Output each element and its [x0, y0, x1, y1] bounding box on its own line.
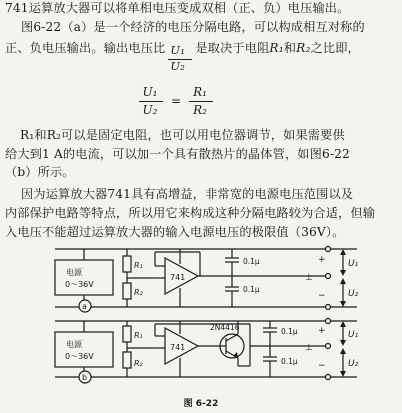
- line-text: 和: [283, 41, 297, 55]
- resistor-r2-label: R₂: [134, 288, 143, 297]
- resistor-r1-label: R₁: [134, 331, 143, 340]
- eq-num-u1: U₁: [142, 85, 158, 99]
- resistor-r2-label: R₂: [134, 359, 143, 368]
- opamp-label: 741: [170, 343, 186, 352]
- eq-den-r2: R₂: [193, 103, 207, 117]
- source-voltage-b: 0～36V: [65, 352, 94, 361]
- line-text: 是取决于电阻: [195, 41, 270, 55]
- paragraph-line: 741运算放大器可以将单相电压变成双相（正、负）电压输出。: [5, 1, 350, 15]
- capacitor-label: 0.1μ: [281, 357, 298, 366]
- figure-label-b: b: [82, 373, 88, 382]
- line-text: 之比即，: [310, 41, 360, 55]
- paragraph-line: 给大到1 A的电流，可以加一个具有散热片的晶体管，如图6-22: [5, 147, 350, 161]
- transistor-label: 2N4416: [210, 323, 240, 332]
- paragraph-line: 内部保护电路等特点，所以用它来构成这种分隔电路较为合适，但输: [5, 206, 376, 220]
- ground-symbol: ⊥: [305, 343, 313, 353]
- output-u1-label: U₁: [348, 259, 359, 269]
- symbol-r2: R₂: [296, 41, 311, 55]
- paragraph-line: 因为运算放大器741具有高增益，非常宽的电源电压范围以及: [21, 187, 354, 201]
- source-label-b: 电源: [66, 340, 82, 349]
- line-text: 正、负电压输出。输出电压比: [5, 41, 166, 55]
- minus-sign: −: [318, 291, 326, 301]
- figure-label-a: a: [82, 302, 87, 311]
- capacitor-label: 0.1μ: [243, 285, 260, 294]
- opamp-label: 741: [170, 273, 186, 282]
- paragraph-line: 图6-22（a）是一个经济的电压分隔电路，可以构成相互对称的: [21, 20, 365, 34]
- resistor-r1-label: R₁: [134, 261, 143, 270]
- frac-num: U₁: [170, 43, 185, 57]
- figure-caption: 图 6-22: [183, 399, 219, 409]
- ground-symbol: ⊥: [305, 273, 313, 283]
- frac-den: U₂: [170, 59, 185, 73]
- paragraph-line: 入电压不能超过运算放大器的输入电源电压的极限值（36V）。: [5, 225, 345, 239]
- eq-sign: =: [171, 94, 182, 108]
- eq-num-r1: R₁: [193, 85, 207, 99]
- output-u2-label: U₂: [348, 359, 359, 369]
- plus-sign: +: [318, 255, 326, 265]
- paragraph-line: （b）所示。: [5, 165, 75, 179]
- output-u2-label: U₂: [348, 289, 359, 299]
- source-label-a: 电源: [66, 268, 82, 277]
- output-u1-label: U₁: [348, 330, 359, 340]
- paragraph-line: R₁和R₂可以是固定电阻，也可以用电位器调节，如果需要供: [20, 128, 345, 142]
- symbol-r1: R₁: [269, 41, 284, 55]
- eq-den-u2: U₂: [142, 103, 158, 117]
- minus-sign: −: [318, 361, 326, 371]
- plus-sign: +: [318, 326, 326, 336]
- capacitor-label: 0.1μ: [243, 257, 260, 266]
- capacitor-label: 0.1μ: [281, 327, 298, 336]
- source-voltage-a: 0～36V: [65, 280, 94, 289]
